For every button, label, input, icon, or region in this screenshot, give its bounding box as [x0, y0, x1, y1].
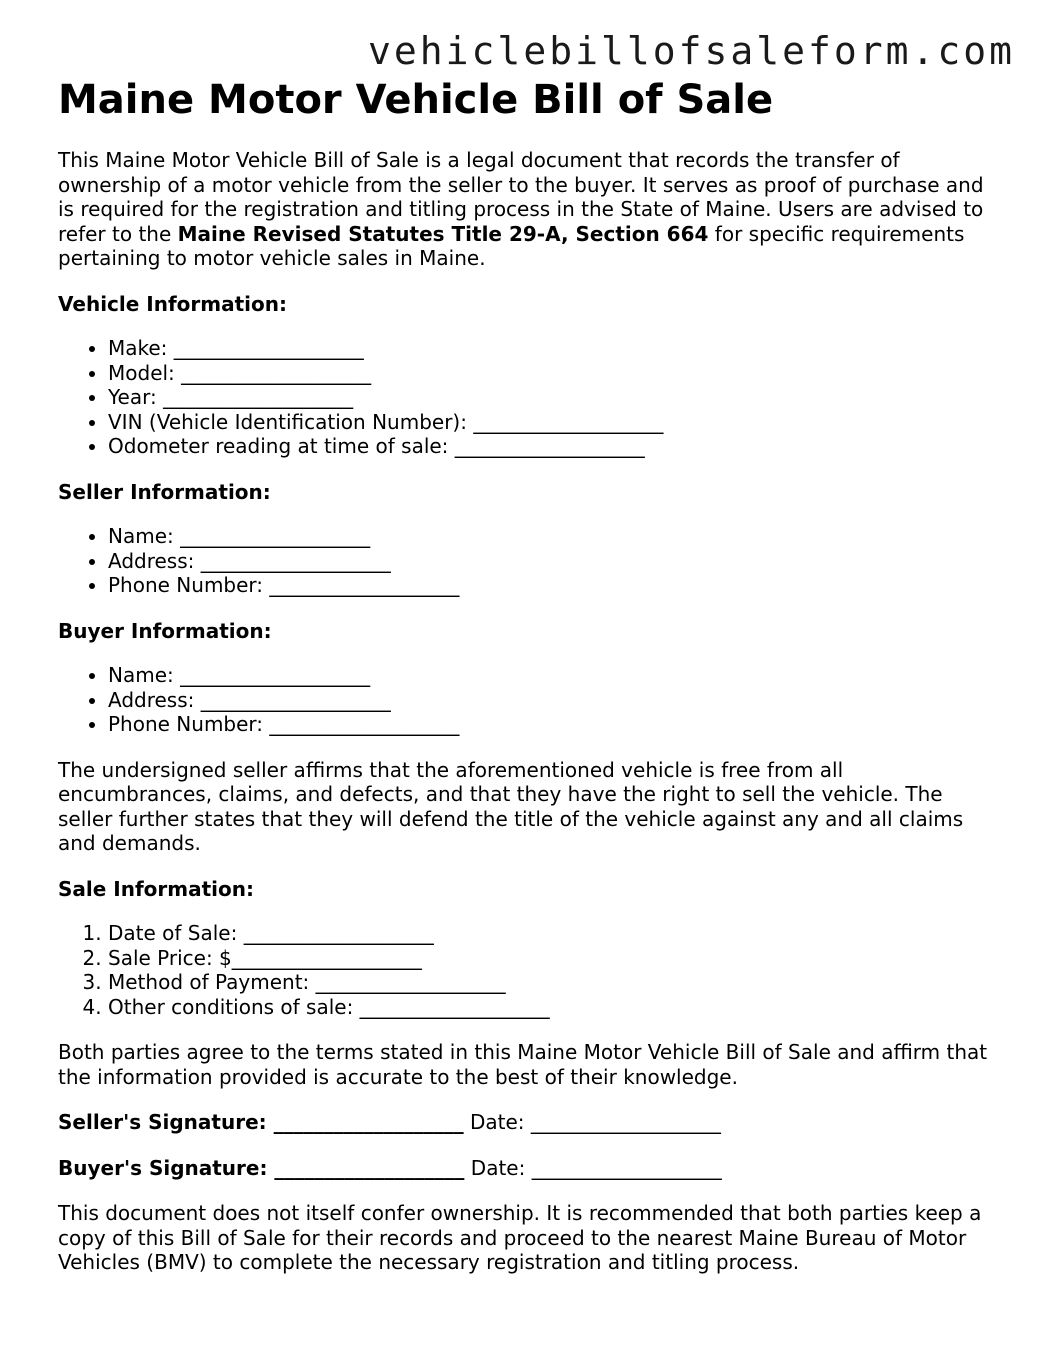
buyer-info-list [58, 663, 998, 737]
affirmation-paragraph: The undersigned seller affirms that the aforementioned vehicle is free from all encumbrances, claims, and defects, and that they have the right to sell the vehicle. The seller further states that they will defend the title of the vehicle against any and all claims and demands. [58, 757, 964, 855]
list-item-seller-phone: • Phone Number: ___________________ [108, 573, 998, 598]
list-item-sale-date: 1. Date of Sale: ___________________ [108, 921, 998, 946]
buyer-signature-line [58, 1156, 998, 1181]
vehicle-info-list [58, 336, 998, 459]
seller-signature-line [58, 1110, 998, 1135]
list-item-make: • Make: ___________________ [108, 336, 998, 361]
sale-info-list [58, 921, 998, 1019]
list-item-payment-method: 3. Method of Payment: ___________________ [108, 970, 998, 995]
vehicle-info-heading: Vehicle Information: [58, 291, 287, 316]
list-item-year: • Year: ___________________ [108, 385, 998, 410]
list-item-vin: • VIN (Vehicle Identification Number): ___________________ [108, 410, 998, 435]
list-item-other-conditions: 4. Other conditions of sale: ___________________ [108, 995, 998, 1020]
seller-signature-label: Seller's Signature: ___________________ [58, 1110, 464, 1134]
list-item-buyer-name: • Name: ___________________ [108, 663, 998, 688]
sale-info-heading: Sale Information: [58, 876, 254, 901]
list-item-seller-name: • Name: ___________________ [108, 524, 998, 549]
list-item-seller-address: • Address: ___________________ [108, 549, 998, 574]
statute-reference: Maine Revised Statutes Title 29-A, Section 664 [177, 221, 709, 246]
intro-paragraph [58, 148, 998, 271]
watermark-text: vehiclebillofsaleform.com [368, 29, 1015, 73]
list-item-buyer-address: • Address: ___________________ [108, 688, 998, 713]
list-item-odometer: • Odometer reading at time of sale: ___________________ [108, 434, 998, 459]
agreement-paragraph: Both parties agree to the terms stated in this Maine Motor Vehicle Bill of Sale and affirm that the information provided is accurate to the best of their knowledge. [58, 1040, 988, 1089]
buyer-info-heading: Buyer Information: [58, 618, 272, 643]
list-item-sale-price: 2. Sale Price: $___________________ [108, 946, 998, 971]
closing-paragraph: This document does not itself confer ownership. It is recommended that both parties keep a copy of this Bill of Sale for their records and proceed to the nearest Maine Bureau of Motor Vehicles (BMV) to complete the necessary registration and titling process. [58, 1201, 982, 1274]
intro-text-2: for specific requirements pertaining to motor vehicle sales in Maine. [58, 221, 965, 270]
document-body [58, 148, 998, 1275]
buyer-signature-label: Buyer's Signature: ___________________ [58, 1155, 465, 1180]
intro-text-1: This Maine Motor Vehicle Bill of Sale is a legal document that records the transfer of ownership of a motor vehicle from the seller to the buyer. It serves as proof of purchase and is required for the registration and titling process in the State of Maine. Users are advised to refer to the [58, 148, 984, 246]
list-item-buyer-phone: • Phone Number: ___________________ [108, 712, 998, 737]
document-page [58, 78, 998, 1275]
seller-info-list [58, 524, 998, 598]
buyer-date-field: Date: ___________________ [464, 1155, 722, 1180]
seller-info-heading: Seller Information: [58, 479, 271, 504]
seller-date-field: Date: ___________________ [463, 1110, 721, 1134]
page-title: Maine Motor Vehicle Bill of Sale [58, 77, 774, 123]
list-item-model: • Model: ___________________ [108, 361, 998, 386]
